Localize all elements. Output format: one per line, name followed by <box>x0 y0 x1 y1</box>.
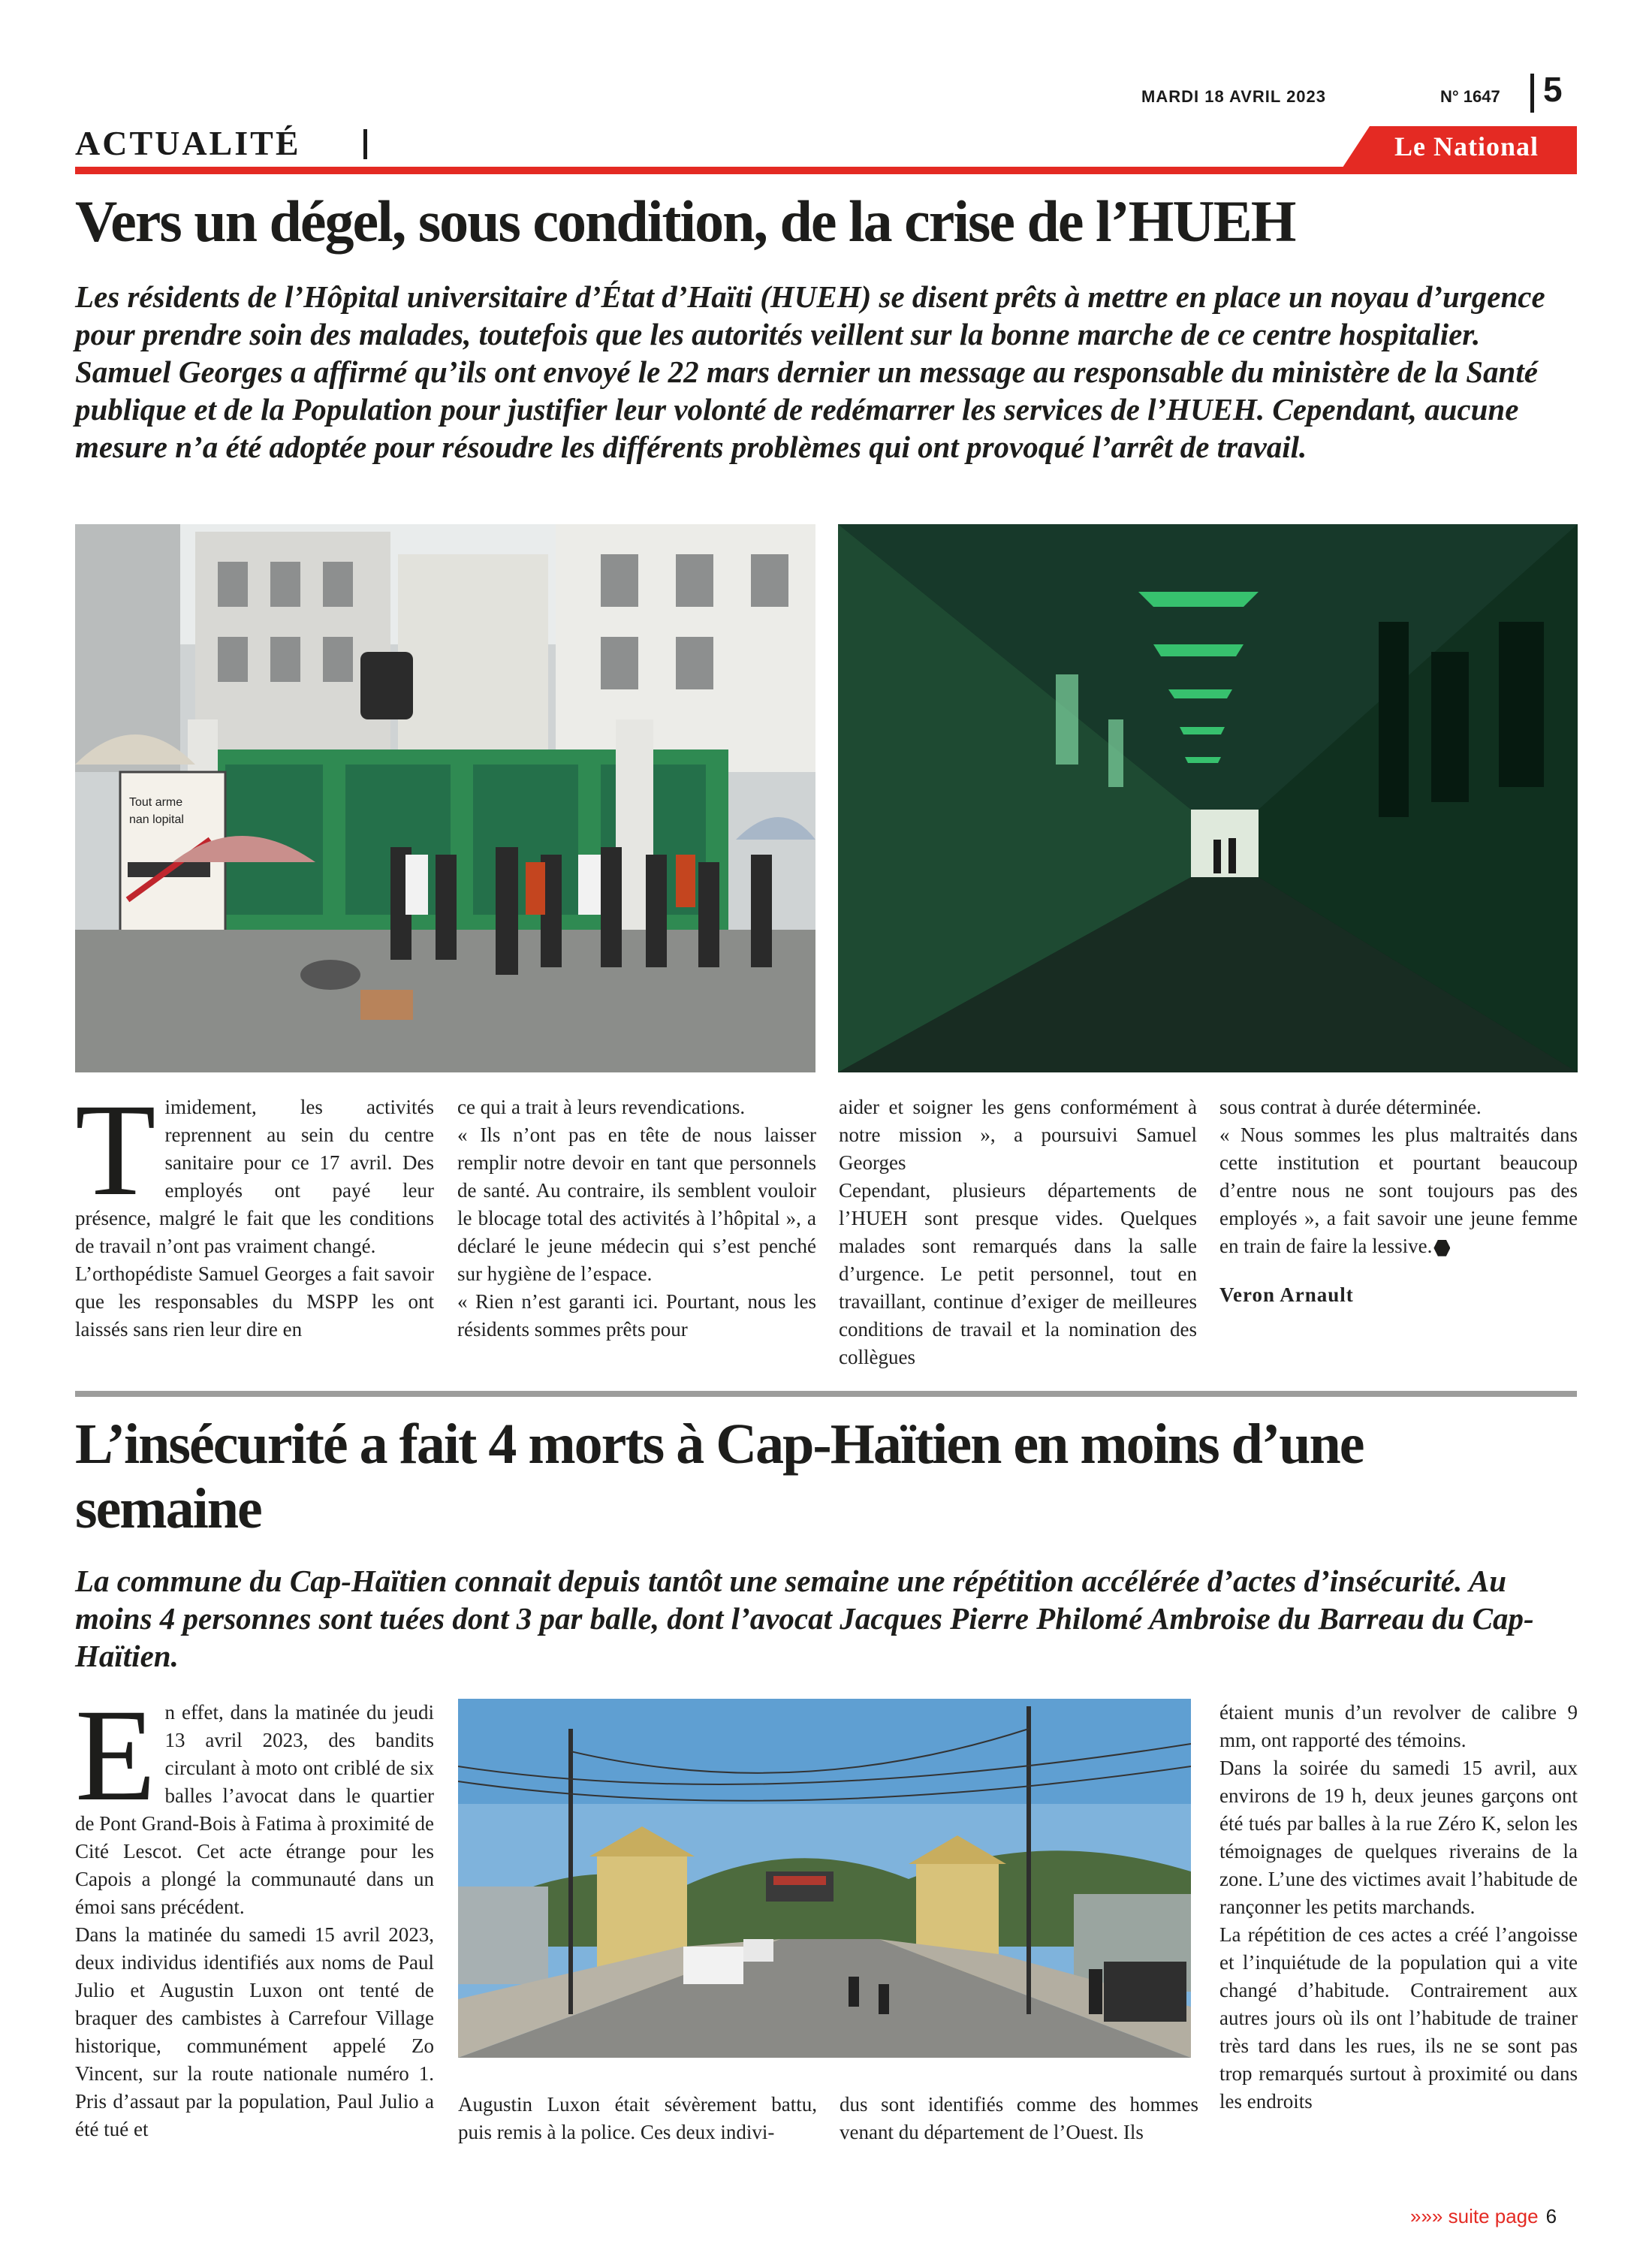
issue-date: MARDI 18 AVRIL 2023 <box>1141 87 1327 106</box>
article2-column-1 <box>75 1682 434 2143</box>
article1-lede: Les résidents de l’Hôpital universitaire d’État d’Haïti (HUEH) se disent prêts à mettre en place un noyau d’urgence pour prendre soin des malades, toutefois que les autorités veillent sur la bonne marche de ce centre hospitalier. Samuel Georges a affirmé qu’ils ont envoyé le 22 mars dernier un message au responsable du ministère de la Santé publique et de la Population pour justifier leur volonté de redémarrer les services de l’HUEH. Cependant, aucune mesure n’a été adoptée pour résoudre les différents problèmes qui ont provoqué l’arrêt de travail. <box>75 279 1545 464</box>
continued-link[interactable] <box>1410 2205 1557 2228</box>
article2-headline[interactable]: L’insécurité a fait 4 morts à Cap-Haïtien en moins d’une semaine <box>75 1413 1364 1540</box>
issue-number: N° 1647 <box>1440 87 1500 106</box>
svg-text:nan lopital: nan lopital <box>129 813 184 826</box>
article2-column-2 <box>458 2091 817 2146</box>
continued-page-number: 6 <box>1545 2205 1557 2227</box>
continued-label: »»» suite page <box>1410 2205 1539 2227</box>
article2-paragraph: Augustin Luxon était sévèrement battu, puis remis à la police. Ces deux indivi- <box>458 2093 817 2143</box>
article1-paragraph: « Rien n’est garanti ici. Pourtant, nous les résidents sommes prêts pour <box>457 1290 816 1341</box>
section-title: ACTUALITÉ <box>75 124 301 162</box>
article2-paragraph: Dans la soirée du samedi 15 avril, aux environs de 19 h, deux jeunes garçons ont été tués par balles à la rue Zéro K, selon les témoignages de quelques riverains de la zone. L’une des victimes avait l’habitude de rançonner les petits marchands. <box>1219 1757 1578 1918</box>
hospital-corridor-photo <box>838 524 1578 1072</box>
svg-text:Tout arme: Tout arme <box>129 796 183 809</box>
end-mark-icon <box>1433 1240 1450 1256</box>
section-divider <box>363 129 367 159</box>
article1-paragraph-text: « Nous sommes les plus maltraités dans cette institution et pourtant beaucoup d’entre nous ne sont toujours pas des employés », a fait savoir une jeune femme en train de faire la lessive. <box>1219 1123 1578 1257</box>
article1-paragraph: ce qui a trait à leurs revendications. <box>457 1096 746 1118</box>
article2-column-3 <box>840 2091 1198 2146</box>
article1-column-3 <box>839 1093 1197 1371</box>
article2-paragraph: étaient munis d’un revolver de calibre 9 mm, ont rapporté des témoins. <box>1219 1701 1578 1751</box>
drop-cap: E <box>75 1682 156 1829</box>
article2-lede: La commune du Cap-Haïtien connait depuis tantôt une semaine une répétition accélérée d’actes d’insécurité. Au moins 4 personnes sont tuées dont 3 par balle, dont l’avocat Jacques Pierre Philomé Ambroise du Barreau du Cap-Haïtien. <box>75 1564 1534 1673</box>
article1-column-4 <box>1219 1093 1578 1309</box>
article2-column-4 <box>1219 1699 1578 2116</box>
article1-paragraph: aider et soigner les gens conformément à notre mission », a poursuivi Samuel Georges <box>839 1096 1197 1174</box>
article1-paragraph: imidement, les activités reprennent au sein du centre sanitaire pour ce 17 avril. Des employés ont payé leur présence, malgré le fait que les conditions de travail n’ont pas vraiment changé. <box>75 1096 434 1257</box>
article1-paragraph: « Ils n’ont pas en tête de nous laisser remplir notre devoir en tant que personnels de santé. Au contraire, ils semblent vouloir le blocage total des activités à l’hôpital », a déclaré le jeune médecin qui s’est penché sur hygiène de l’espace. <box>457 1123 816 1285</box>
article2-paragraph: n effet, dans la matinée du jeudi 13 avril 2023, des bandits circulant à moto ont criblé de six balles l’avocat dans le quartier de Pont Grand-Bois à Fatima à proximité de Cité Lescot. Cet acte étrange pour les Capois a plongé la communauté dans un émoi sans précédent. <box>75 1701 434 1918</box>
author-byline: Veron Arnault <box>1219 1283 1354 1306</box>
page-number: 5 <box>1543 70 1563 109</box>
article2-paragraph: La répétition de ces actes a créé l’angoisse et l’inquiétude de la population qui a vite changé d’habitude. Contrairement aux autres jours où ils ont l’habitude de trainer très tard dans les rues, ils ne se sont pas trop remarqués surtout à proximité ou dans les endroits <box>1219 1923 1578 2113</box>
article1-column-2 <box>457 1093 816 1344</box>
article-separator <box>75 1391 1577 1397</box>
article2-paragraph: dus sont identifiés comme des hommes venant du département de l’Ouest. Ils <box>840 2093 1198 2143</box>
brand-logo: Le National <box>1394 131 1539 161</box>
article1-paragraph: L’orthopédiste Samuel Georges a fait savoir que les responsables du MSPP les ont laissés sans rien leur dire en <box>75 1262 434 1341</box>
cap-haitien-gate-photo <box>458 1699 1191 2058</box>
drop-cap: T <box>75 1077 156 1223</box>
article2-paragraph: Dans la matinée du samedi 15 avril 2023, deux individus identifiés aux noms de Paul Julio et Augustin Luxon ont tenté de braquer des cambistes à Carrefour Village historique, communément appelé Zo Vincent, sur la route nationale numéro 1. Pris d’assaut par la population, Paul Julio a été tué et <box>75 1923 434 2140</box>
article1-paragraph <box>1219 1121 1578 1260</box>
hospital-gate-photo <box>75 524 815 1072</box>
article1-paragraph: sous contrat à durée déterminée. <box>1219 1096 1482 1118</box>
article1-paragraph: Cependant, plusieurs départements de l’HUEH sont presque vides. Quelques malades sont remarqués dans la salle d’urgence. Le petit personnel, tout en travaillant, continue d’exiger de meilleures conditions de travail et la nomination des collègues <box>839 1179 1197 1368</box>
header-divider <box>1530 74 1534 113</box>
article1-column-1 <box>75 1077 434 1344</box>
article1-headline[interactable]: Vers un dégel, sous condition, de la crise de l’HUEH <box>75 189 1295 254</box>
